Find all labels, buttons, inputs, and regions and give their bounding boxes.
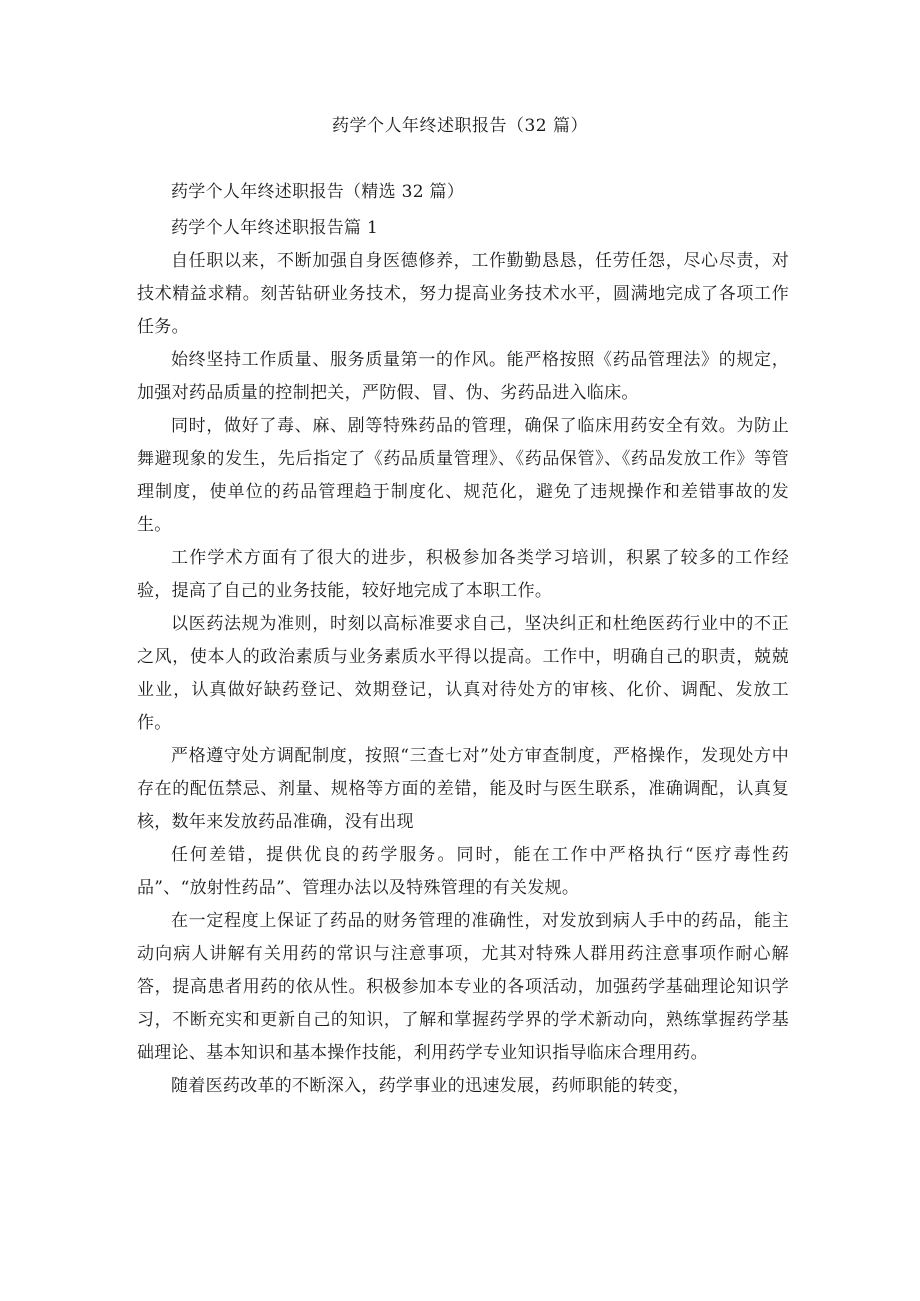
paragraph: 严格遵守处方调配制度，按照“三查七对”处方审查制度，严格操作，发现处方中存在的配伍禁忌、剂量、规格等方面的差错，能及时与医生联系，准确调配，认真复核，数年来发放药品准确，没有出现 [137,746,789,832]
document-subtitle: 药学个人年终述职报告（精选 32 篇） [171,182,465,202]
paragraph: 始终坚持工作质量、服务质量第一的作风。能严格按照《药品管理法》的规定，加强对药品质量的控制把关，严防假、冒、伪、劣药品进入临床。 [137,350,789,403]
document-title: 药学个人年终述职报告（32 篇） [331,116,589,136]
document-body [137,176,789,1103]
paragraph: 以医药法规为准则，时刻以高标准要求自己，坚决纠正和杜绝医药行业中的不正之风，使本人的政治素质与业务素质水平得以提高。工作中，明确自己的职责，兢兢业业，认真做好缺药登记、效期登记，认真对待处方的审核、化价、调配、发放工作。 [137,614,789,733]
paragraph: 在一定程度上保证了药品的财务管理的准确性，对发放到病人手中的药品，能主动向病人讲解有关用药的常识与注意事项，尤其对特殊人群用药注意事项作耐心解答，提高患者用药的依从性。积极参加本专业的各项活动，加强药学基础理论知识学习，不断充实和更新自己的知识，了解和掌握药学界的学术新动向，熟练掌握药学基础理论、基本知识和基本操作技能，利用药学专业知识指导临床合理用药。 [137,911,789,1063]
paragraph: 工作学术方面有了很大的进步，积极参加各类学习培训，积累了较多的工作经验，提高了自己的业务技能，较好地完成了本职工作。 [137,548,789,601]
paragraph: 同时，做好了毒、麻、剧等特殊药品的管理，确保了临床用药安全有效。为防止舞避现象的发生，先后指定了《药品质量管理》、《药品保管》、《药品发放工作》等管理制度，使单位的药品管理趋于制度化、规范化，避免了违规操作和差错事故的发生。 [137,416,789,535]
paragraph: 自任职以来，不断加强自身医德修养，工作勤勤恳恳，任劳任怨，尽心尽责，对技术精益求精。刻苦钻研业务技术，努力提高业务技术水平，圆满地完成了各项工作任务。 [137,251,789,337]
section-heading: 药学个人年终述职报告篇 1 [171,218,379,238]
paragraph: 任何差错，提供优良的药学服务。同时，能在工作中严格执行“医疗毒性药品”、“放射性药品”、管理办法以及特殊管理的有关发规。 [137,845,789,898]
paragraph: 随着医药改革的不断深入，药学事业的迅速发展，药师职能的转变， [171,1076,690,1096]
